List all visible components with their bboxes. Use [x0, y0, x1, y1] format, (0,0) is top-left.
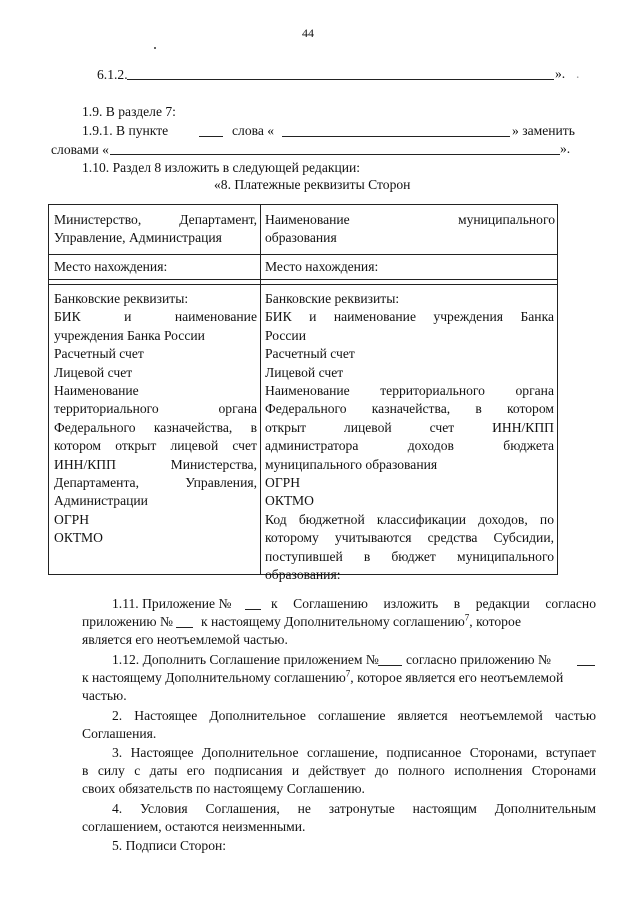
details-left-line: Расчетный счет: [54, 346, 144, 362]
p4-l1: 4. Условия Соглашения, не затронутые настоящим Дополнительным: [112, 801, 596, 816]
details-right-line: Банковские реквизиты:: [265, 291, 400, 306]
page-number: 44: [302, 26, 314, 40]
item-1-9-1-line2-end: ».: [560, 141, 571, 156]
p111-blank-1: [245, 609, 261, 610]
details-left-cell: [54, 290, 257, 548]
header-right-cell: [265, 211, 555, 248]
details-right-cell: [265, 290, 554, 585]
item-1-9-1-end: » заменить: [512, 123, 575, 138]
details-right-line: БИК и наименование учреждения Банка: [265, 309, 554, 325]
item-1-9-1-words-blank: [282, 136, 510, 137]
p112-l1-mid: согласно приложению №: [406, 652, 551, 667]
location-left-cell: [54, 258, 167, 276]
p111-l1-start: 1.11. Приложение №: [112, 596, 232, 611]
details-left-line: Департамента, Управления,: [54, 475, 257, 491]
table-border-middle: [260, 204, 261, 574]
details-right-line: Расчетный счет: [265, 346, 355, 362]
details-right-line: Наименование территориального органа: [265, 383, 554, 399]
details-left-line: Лицевой счет: [54, 364, 133, 380]
details-left-line: Администрации: [54, 493, 148, 509]
table-border-row2: [48, 279, 558, 280]
details-right-line: поступившей в бюджет муниципального: [265, 548, 554, 564]
item-1-9-1-prefix: 1.9.1. В пункте: [82, 123, 169, 138]
header-right-line: Наименование муниципального: [265, 212, 555, 227]
details-left-line: БИК и наименование: [54, 309, 257, 325]
item-6-1-2-label: 6.1.2.: [97, 67, 128, 82]
details-left-line: ИНН/КПП Министерства,: [54, 456, 257, 472]
location-right-text: Место нахождения:: [265, 259, 379, 274]
table-border-right: [557, 204, 558, 574]
scan-speck: [154, 47, 156, 49]
details-right-line: Лицевой счет: [265, 364, 344, 380]
details-right-line: Код бюджетной классификации доходов, по: [265, 511, 554, 527]
p3-l2: в силу с даты его подписания и действует до полного исполнения Сторонами: [82, 763, 596, 778]
details-left-line: котором открыт лицевой счет: [54, 438, 257, 454]
details-right-line: администратора доходов бюджета: [265, 438, 554, 454]
p112-blank-1: [378, 665, 402, 666]
details-right-line: открыт лицевой счет ИНН/КПП: [265, 419, 554, 435]
item-6-1-2-tail: .: [576, 66, 580, 81]
details-left-line: учреждения Банка России: [54, 327, 205, 343]
details-right-line: Федерального казначейства, в котором: [265, 401, 554, 417]
footnote-7: 7: [464, 612, 470, 623]
details-right-line: которому учитываются средства Субсидии,: [265, 530, 554, 546]
details-left-line: Федерального казначейства, в: [54, 419, 257, 435]
p2-l2: Соглашения.: [82, 726, 157, 741]
p111-l1-end: к Соглашению изложить в редакции согласно: [271, 596, 596, 611]
p5: 5. Подписи Сторон:: [112, 838, 227, 853]
p111-l2-text: к настоящему Дополнительному соглашению: [201, 614, 465, 629]
p111-blank-2: [176, 627, 193, 628]
p112-l1-start: 1.12. Дополнить Соглашение приложением №: [112, 652, 379, 667]
header-left-cell: [54, 211, 257, 248]
table-border-left: [48, 204, 49, 574]
p112-l3: частью.: [82, 688, 127, 703]
header-right-line: образования: [265, 230, 337, 246]
p3-l1: 3. Настоящее Дополнительное соглашение, подписанное Сторонами, вступает: [112, 745, 596, 760]
item-6-1-2-blank: [127, 79, 554, 80]
details-right-line: России: [265, 327, 306, 343]
details-right-line: муниципального образования: [265, 456, 438, 472]
footnote-7: 7: [345, 668, 351, 679]
item-1-9: 1.9. В разделе 7:: [82, 104, 176, 119]
location-left-text: Место нахождения:: [54, 259, 168, 274]
table-border-row2b: [48, 284, 558, 285]
location-right-cell: [265, 258, 378, 276]
p112-l2-tail: , которое является его неотъемлемой: [350, 670, 564, 685]
p111-l2-tail: , которое: [469, 614, 521, 629]
p112-l2: [82, 670, 563, 686]
item-1-9-1-mid: слова «: [232, 123, 275, 138]
table-border-row1: [48, 254, 558, 255]
details-left-line: Банковские реквизиты:: [54, 291, 189, 306]
details-right-line: образования:: [265, 567, 341, 583]
p4-l2: соглашением, остаются неизменными.: [82, 819, 306, 834]
section-title: «8. Платежные реквизиты Сторон: [214, 177, 411, 192]
item-1-9-1-line2-blank: [110, 154, 560, 155]
details-right-line: ОКТМО: [265, 493, 314, 509]
header-left-line: Управление, Администрация: [54, 230, 222, 246]
p112-blank-2: [577, 665, 595, 666]
header-left-line: Министерство, Департамент,: [54, 212, 257, 227]
item-1-9-1-line2-start: словами «: [51, 142, 109, 157]
p3-l3: своих обязательств по настоящему Соглашению.: [82, 781, 365, 796]
item-1-10: 1.10. Раздел 8 изложить в следующей редакции:: [82, 160, 361, 175]
details-right-line: ОГРН: [265, 475, 301, 491]
p112-l2-text: к настоящему Дополнительному соглашению: [82, 670, 346, 685]
p111-l2-start: приложению №: [82, 614, 173, 629]
table-border-top: [48, 204, 558, 205]
details-left-line: Наименование: [54, 383, 139, 399]
p111-l2-mid: [201, 614, 521, 630]
details-left-line: ОГРН: [54, 511, 90, 527]
details-left-line: ОКТМО: [54, 530, 103, 546]
item-6-1-2-end: ».: [555, 66, 566, 81]
p2-l1: 2. Настоящее Дополнительное соглашение является неотъемлемой частью: [112, 708, 596, 723]
p111-l3: является его неотъемлемой частью.: [82, 632, 288, 647]
details-left-line: территориального органа: [54, 401, 257, 417]
item-1-9-1-point-blank: [199, 136, 223, 137]
